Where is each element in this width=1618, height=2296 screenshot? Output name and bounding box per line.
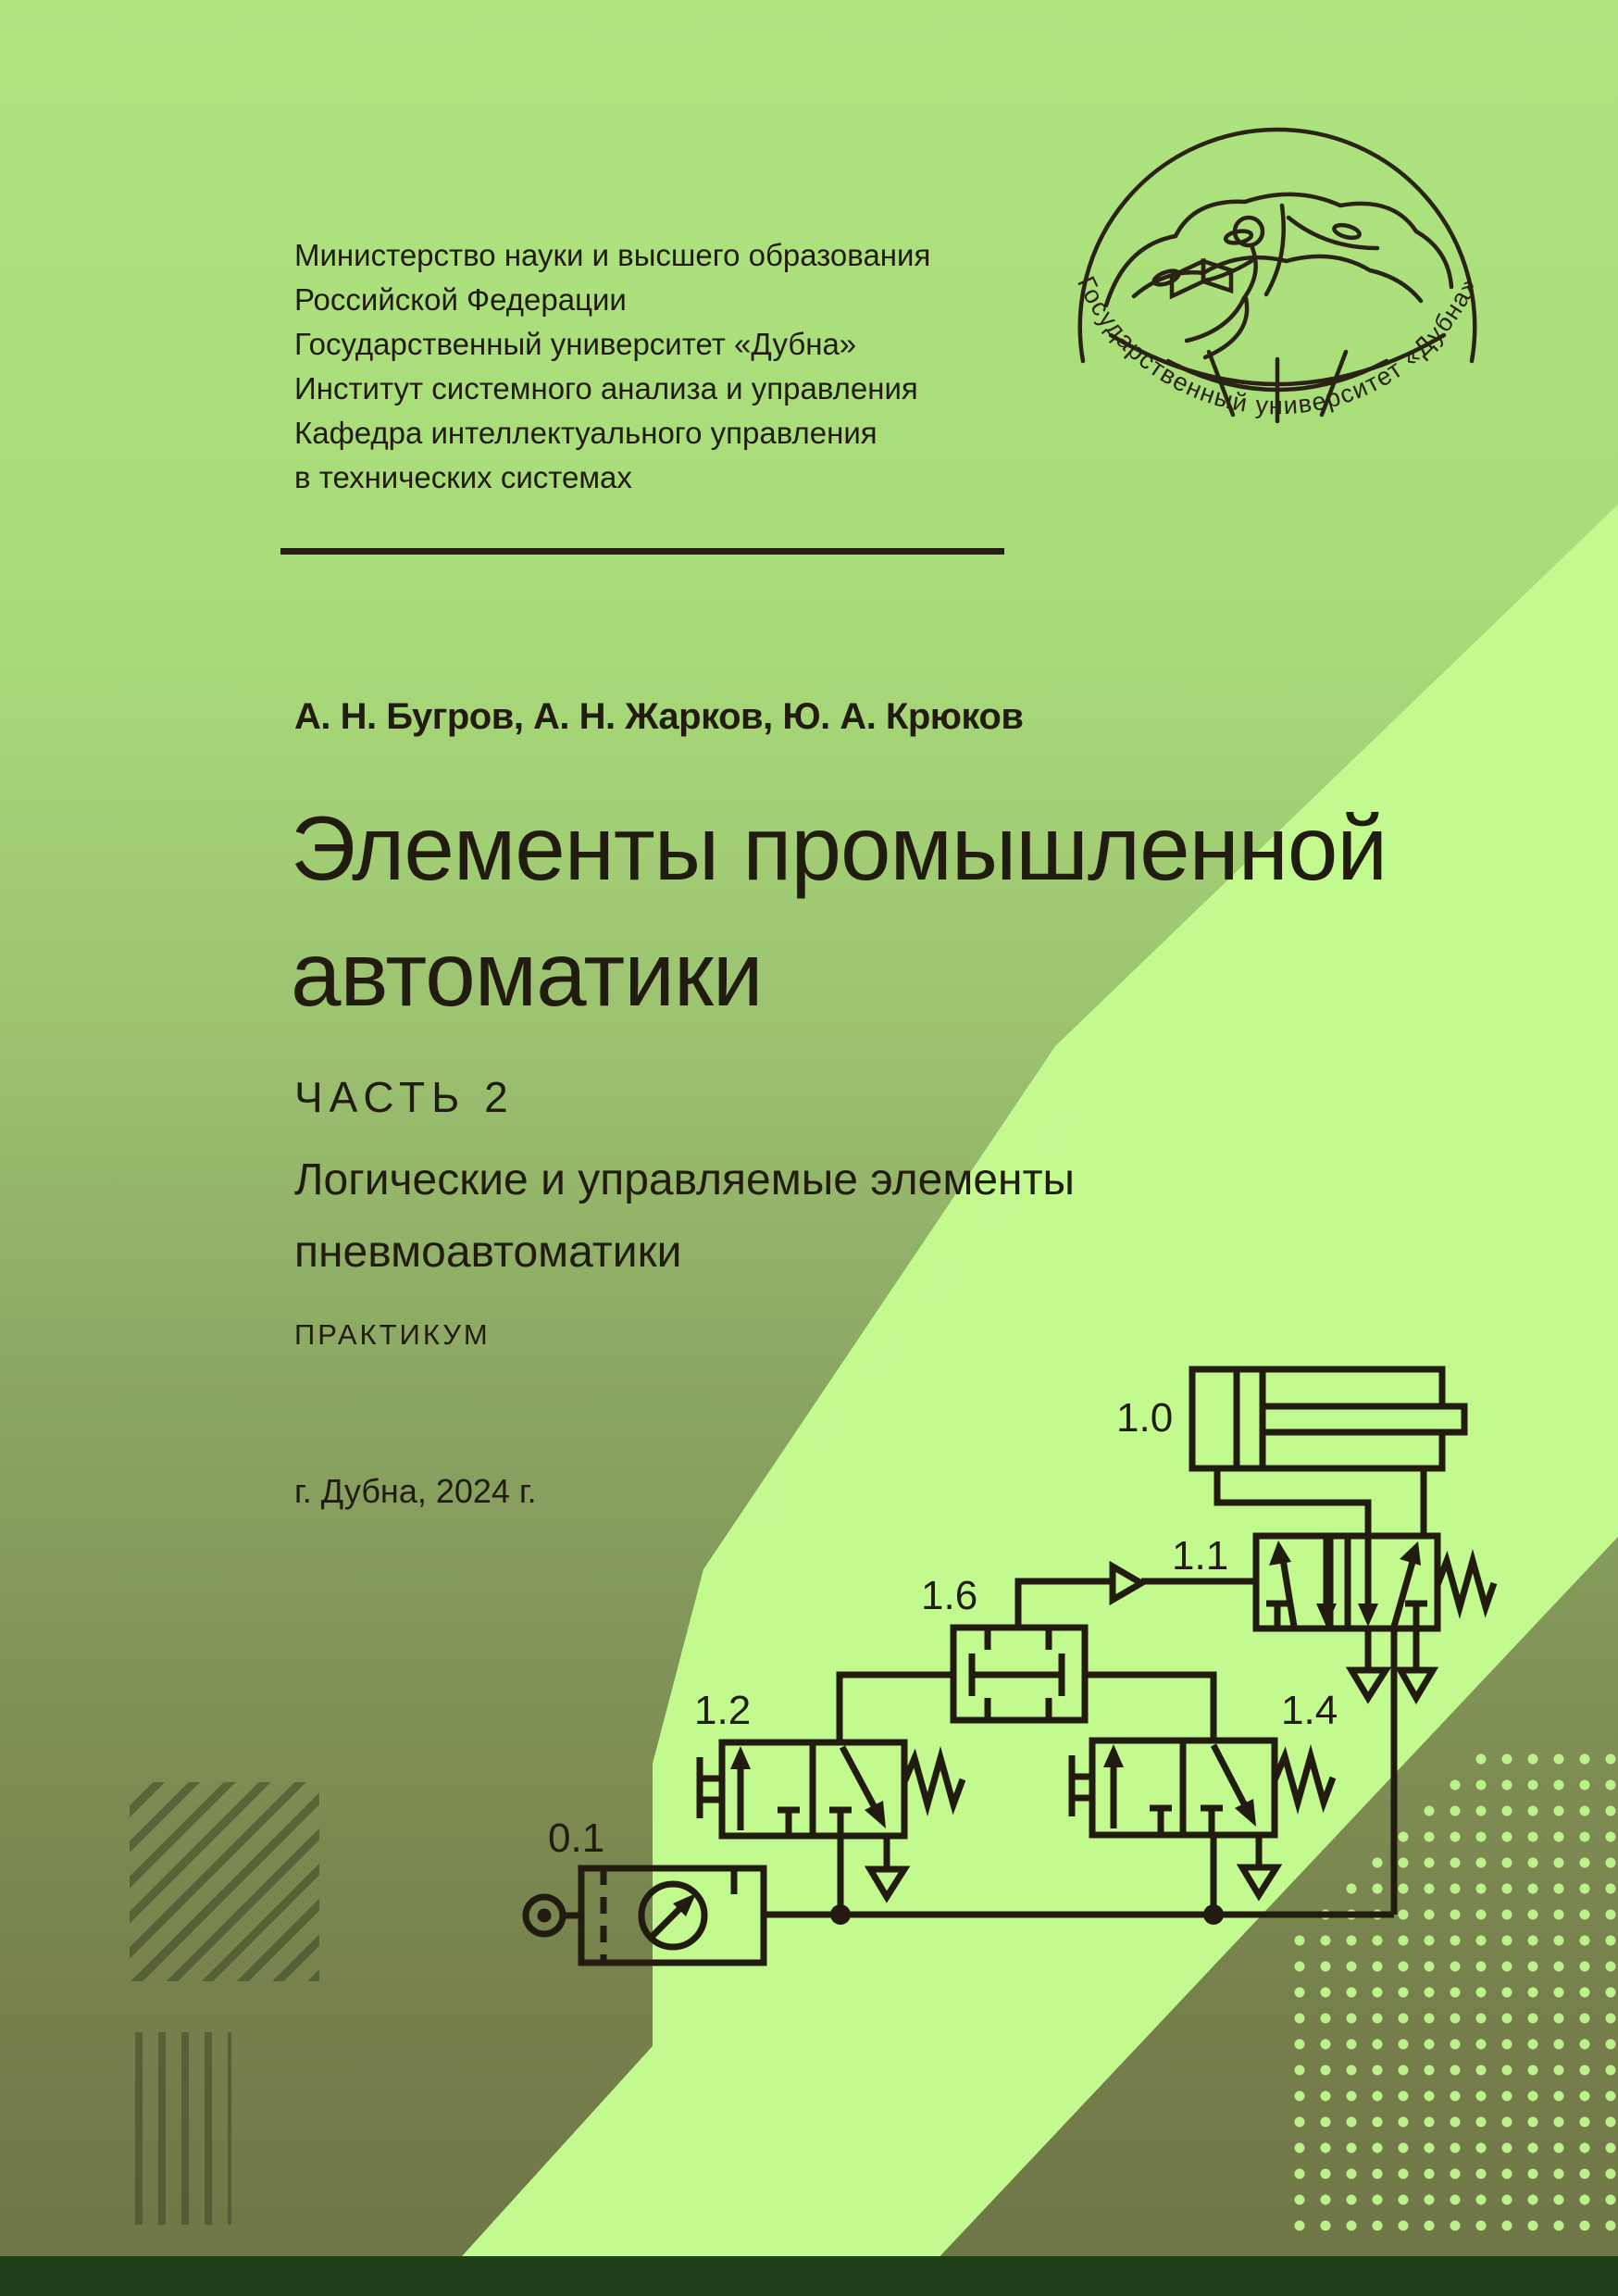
title-line-2: автоматики — [291, 923, 763, 1025]
authors-line: А. Н. Бугров, А. Н. Жарков, Ю. А. Крюков — [294, 696, 1024, 737]
institution-block — [294, 233, 930, 500]
edition-type-label: ПРАКТИКУМ — [294, 1318, 491, 1351]
part-label: ЧАСТЬ 2 — [294, 1073, 515, 1121]
air-supply-label: 0.1 — [548, 1816, 605, 1861]
subtitle-line-2: пневмоавтоматики — [294, 1228, 682, 1277]
institution-line: Государственный университет «Дубна» — [294, 327, 857, 361]
institution-line: в технических системах — [294, 460, 632, 494]
cylinder-label: 1.0 — [1116, 1395, 1174, 1441]
valve-1-2-label: 1.2 — [694, 1688, 752, 1733]
valve-1-4-label: 1.4 — [1281, 1688, 1338, 1733]
institution-line: Институт системного анализа и управления — [294, 371, 918, 406]
divider-line — [280, 548, 1004, 555]
logo-caption: Государственный университет «Дубна» — [1072, 271, 1483, 420]
institution-line: Министерство науки и высшего образования — [294, 238, 931, 272]
globe-tree-icon — [1080, 130, 1475, 421]
institution-line: Кафедра интеллектуального управления — [294, 416, 877, 450]
book-subtitle — [294, 1144, 1075, 1289]
book-title — [291, 785, 1387, 1037]
valve-1-1-label: 1.1 — [1172, 1533, 1229, 1578]
imprint-line: г. Дубна, 2024 г. — [294, 1472, 537, 1510]
title-line-1: Элементы промышленной — [291, 797, 1388, 899]
footer-bar — [0, 2256, 1618, 2296]
and-valve-label: 1.6 — [921, 1573, 978, 1618]
subtitle-line-1: Логические и управляемые элементы — [294, 1155, 1076, 1204]
university-logo — [1072, 130, 1483, 421]
institution-line: Российской Федерации — [294, 282, 627, 317]
